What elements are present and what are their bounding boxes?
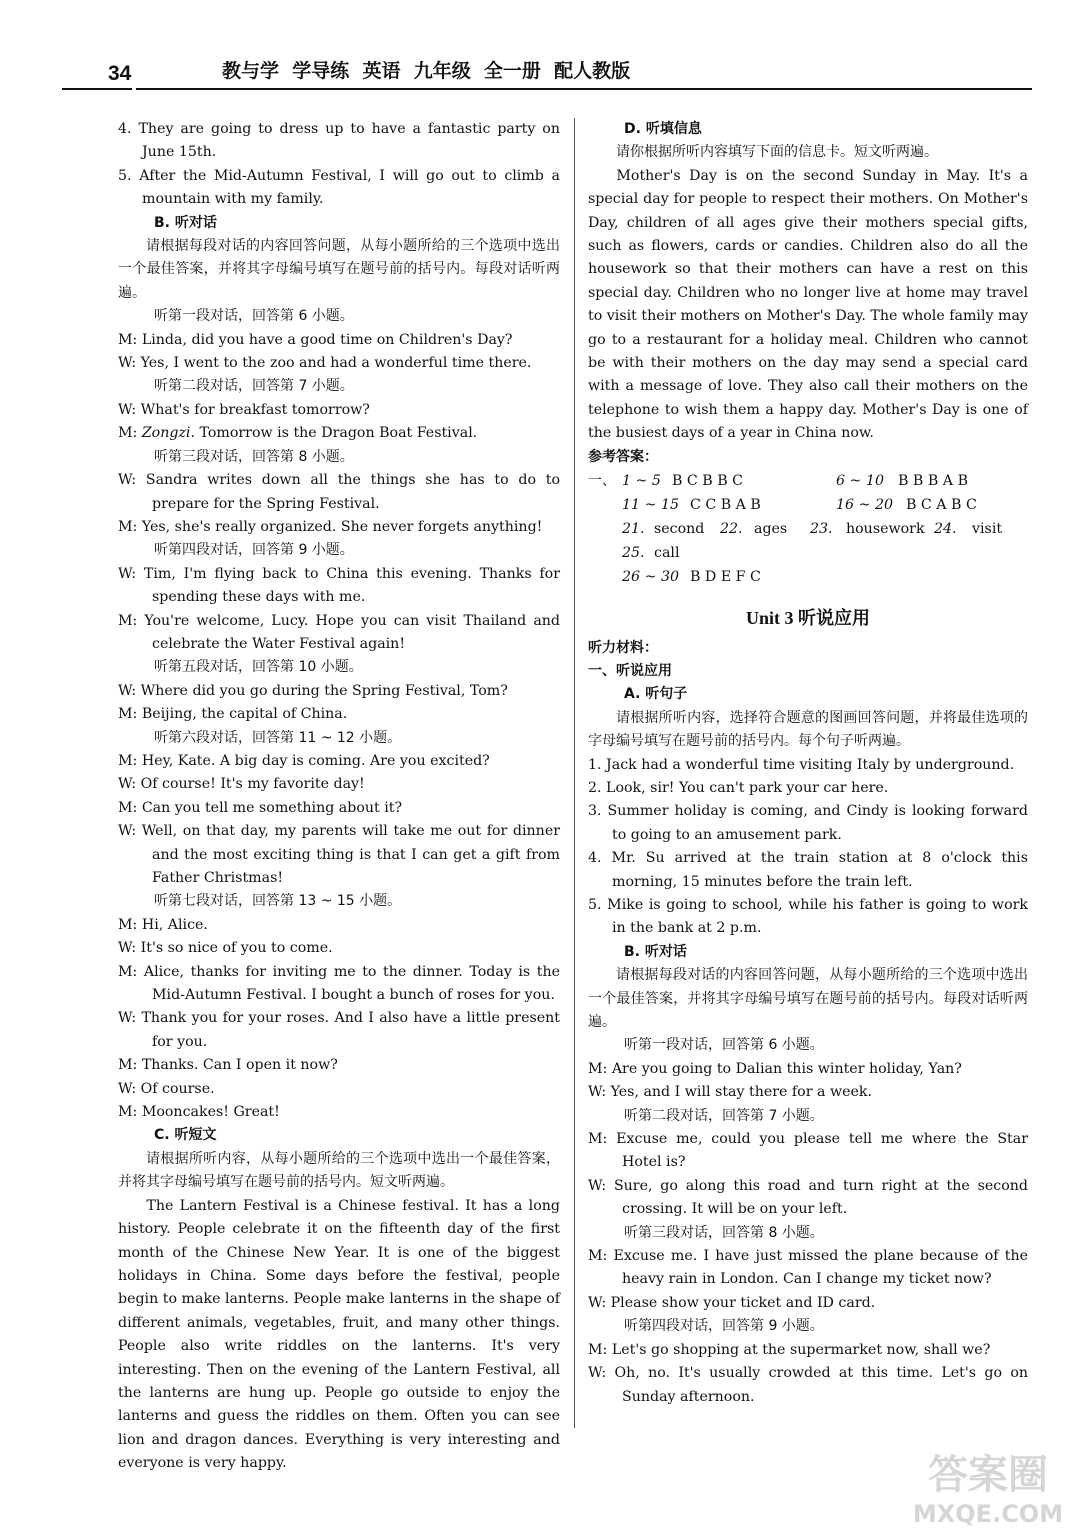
dialogue-6-title: 听第六段对话，回答第 11 ~ 12 小题。 [154, 729, 402, 746]
sentence-item-5: 5. After the Mid-Autumn Festival, I will go out to climb a mountain with my family. [118, 167, 560, 208]
sentence-item: 5. Mike is going to school, while his father is going to work in the bank at 2 p.m. [588, 896, 1028, 937]
unit-title: Unit 3 听说应用 [745, 608, 870, 629]
right-column [588, 118, 1028, 1409]
dialogue-2-title-right: 听第二段对话，回答第 7 小题。 [624, 1107, 824, 1124]
answer-row: 一、 1 ~ 5 B C B B C 6 ~ 10 B B B A B [588, 473, 968, 490]
dialogue-line: M: Linda, did you have a good time on Children's Day? [118, 331, 513, 348]
dialogue-line: W: Thank you for your roses. And I also have a little present for you. [118, 1010, 560, 1050]
page-number: 34 [108, 62, 132, 85]
dialogue-line: W: Oh, no. It's usually crowded at this time. Let's go on Sunday afternoon. [588, 1365, 1028, 1405]
section-c-title: C. 听短文 [154, 1127, 217, 1144]
header-rule-long [136, 88, 1032, 90]
sentence-item-4: 4. They are going to dress up to have a fantastic party on June 15th. [118, 121, 560, 161]
section-b-title-right: B. 听对话 [624, 943, 687, 960]
dialogue-line: M: Hey, Kate. A big day is coming. Are you excited? [118, 752, 490, 769]
dialogue-1-title-right: 听第一段对话，回答第 6 小题。 [624, 1037, 824, 1054]
part-one-title: 一、听说应用 [588, 662, 672, 679]
dialogue-line: W: Of course! It's my favorite day! [118, 776, 365, 793]
dialogue-4-title-right: 听第四段对话，回答第 9 小题。 [624, 1318, 824, 1335]
left-column [118, 118, 560, 1476]
material-title: 听力材料： [588, 639, 658, 656]
dialogue-3-title: 听第三段对话，回答第 8 小题。 [154, 448, 354, 465]
sentence-item: 4. Mr. Su arrived at the train station at 8 o'clock this morning, 15 minutes before the train left. [588, 850, 1028, 890]
answer-row: 11 ~ 15 C C B A B 16 ~ 20 B C A B C [622, 497, 977, 514]
dialogue-line: M: Are you going to Dalian this winter holiday, Yan? [588, 1060, 962, 1077]
section-c-instructions: 请根据所听内容，从每小题所给的三个选项中选出一个最佳答案，并将其字母编号填写在题号前的括号内。短文听两遍。 [118, 1150, 560, 1191]
mothers-day-passage: Mother's Day is on the second Sunday in May. It's a special day for people to respect their mothers. On Mother's Day, children of all ages give their mothers special gifts, such as flowers, cards or candies. Children also do all the housework so that their mothers can have a rest on this special day. Children who no longer live at home may travel to visit their mothers on Mother's Day. The whole family may go to a restaurant for a holiday meal. Children who cannot be with their mothers on the day may send a special card with a message of love. They also call their mothers on the telephone to wish them a happy day. Mother's Day is one of the busiest days of a year in China now. [588, 167, 1028, 442]
dialogue-line: M: Hi, Alice. [118, 916, 208, 933]
dialogue-line: W: Sandra writes down all the things she has to do to prepare for the Spring Festival. [118, 472, 560, 512]
dialogue-line: M: Alice, thanks for inviting me to the dinner. Today is the Mid-Autumn Festival. I bought a bunch of roses for you. [118, 963, 560, 1004]
section-b-instructions: 请根据每段对话的内容回答问题，从每小题所给的三个选项中选出一个最佳答案，并将其字母编号填写在题号前的括号内。每段对话听两遍。 [118, 238, 560, 301]
dialogue-line: W: What's for breakfast tomorrow? [118, 401, 370, 418]
sentence-item: 1. Jack had a wonderful time visiting Italy by underground. [588, 756, 1015, 773]
dialogue-line: M: Excuse me, could you please tell me where the Star Hotel is? [588, 1131, 1028, 1171]
dialogue-line: W: Please show your ticket and ID card. [588, 1294, 876, 1311]
dialogue-line: M: Mooncakes! Great! [118, 1104, 280, 1121]
column-divider [574, 118, 575, 1428]
watermark-logo [908, 1444, 1068, 1530]
dialogue-3-title-right: 听第三段对话，回答第 8 小题。 [624, 1224, 824, 1241]
dialogue-line-zongzi: M: Zongzi. Tomorrow is the Dragon Boat Festival. [118, 425, 478, 442]
dialogue-line: W: Where did you go during the Spring Festival, Tom? [118, 682, 508, 699]
dialogue-7-title: 听第七段对话，回答第 13 ~ 15 小题。 [154, 893, 402, 910]
dialogue-line: W: Tim, I'm flying back to China this evening. Thanks for spending these days with me. [118, 565, 560, 606]
dialogue-line: M: Let's go shopping at the supermarket now, shall we? [588, 1341, 991, 1358]
answer-row: 26 ~ 30 B D E F C [622, 569, 761, 586]
watermark-text: 答案圈 [928, 1452, 1048, 1498]
dialogue-line: W: Sure, go along this road and turn right at the second crossing. It will be on your left. [588, 1177, 1028, 1218]
dialogue-line: M: Thanks. Can I open it now? [118, 1057, 338, 1074]
dialogue-5-title: 听第五段对话，回答第 10 小题。 [154, 659, 363, 676]
page-header [62, 52, 1032, 92]
section-d-instructions: 请你根据所听内容填写下面的信息卡。短文听两遍。 [616, 144, 938, 161]
answer-row: 21. second 22. ages 23. housework 24. visit [622, 521, 1003, 538]
header-rule-short [62, 88, 132, 90]
section-d-title: D. 听填信息 [624, 121, 702, 137]
dialogue-line: W: It's so nice of you to come. [118, 940, 333, 957]
dialogue-line: M: You're welcome, Lucy. Hope you can visit Thailand and celebrate the Water Festival again! [118, 612, 560, 652]
answer-row: 25. call [622, 545, 680, 562]
sentence-item: 3. Summer holiday is coming, and Cindy is looking forward to going to an amusement park. [588, 803, 1028, 843]
section-a-title: A. 听句子 [624, 686, 688, 703]
sentence-item: 2. Look, sir! You can't park your car here. [588, 779, 889, 796]
dialogue-1-title: 听第一段对话，回答第 6 小题。 [154, 308, 354, 325]
dialogue-line: W: Of course. [118, 1080, 215, 1097]
answer-key [588, 469, 1028, 589]
dialogue-2-title: 听第二段对话，回答第 7 小题。 [154, 378, 354, 395]
section-b-title: B. 听对话 [154, 214, 217, 231]
dialogue-line: W: Yes, I went to the zoo and had a wonderful time there. [118, 355, 532, 372]
dialogue-line: W: Well, on that day, my parents will take me out for dinner and the most exciting thing is that I can get a gift from Father Christmas! [118, 823, 560, 886]
answers-title: 参考答案： [588, 448, 658, 465]
dialogue-4-title: 听第四段对话，回答第 9 小题。 [154, 542, 354, 559]
section-b-instructions-right: 请根据每段对话的内容回答问题，从每小题所给的三个选项中选出一个最佳答案，并将其字母编号填写在题号前的括号内。每段对话听两遍。 [588, 967, 1028, 1030]
dialogue-line: M: Yes, she's really organized. She never forgets anything! [118, 518, 543, 535]
dialogue-line: M: Beijing, the capital of China. [118, 706, 348, 723]
book-title: 教与学 学导练 英语 九年级 全一册 配人教版 [222, 60, 631, 82]
lantern-festival-passage: The Lantern Festival is a Chinese festival. It has a long history. People celebrate it on the fifteenth day of the first month of the Chinese New Year. It is one of the biggest holidays in China. Some days before the festival, people begin to make lanterns. People make lanterns in the shape of different animals, vegetables, fruit, and many other things. People also write riddles on the lanterns. It's very interesting. Then on the evening of the Lantern Festival, all the lanterns are hung up. People go outside to enjoy the lanterns and guess the riddles on them. Often you can see lion and dragon dances. Everything is very interesting and everyone is very happy. [118, 1197, 560, 1472]
dialogue-line: M: Excuse me. I have just missed the plane because of the heavy rain in London. Can I change my ticket now? [588, 1248, 1028, 1288]
section-a-instructions: 请根据所听内容，选择符合题意的图画回答问题，并将最佳选项的字母编号填写在题号前的括号内。每个句子听两遍。 [588, 709, 1028, 750]
watermark-url: MXQE.COM [912, 1500, 1064, 1528]
dialogue-line: M: Can you tell me something about it? [118, 799, 403, 816]
dialogue-line: W: Yes, and I will stay there for a week. [588, 1084, 873, 1101]
